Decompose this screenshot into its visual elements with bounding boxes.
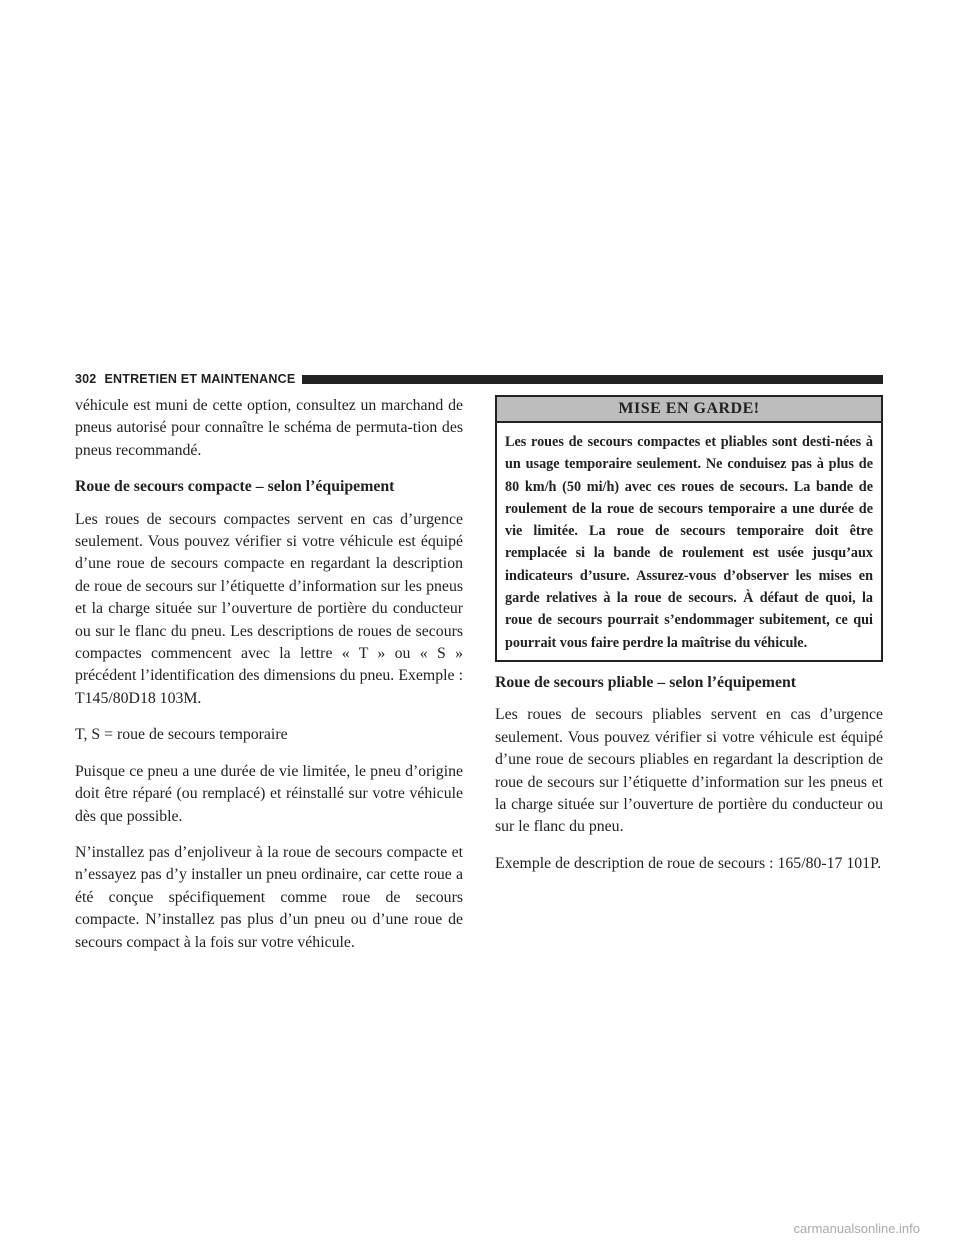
header-rule	[302, 375, 883, 384]
right-column	[495, 395, 883, 889]
paragraph-rotation: véhicule est muni de cette option, consultez un marchand de pneus autorisé pour connaître le schéma de permuta-tion des pneus recommandé.	[75, 397, 463, 459]
page-header	[75, 371, 883, 387]
page-number: 302	[75, 372, 97, 386]
warning-title: MISE EN GARDE!	[497, 397, 881, 423]
paragraph-limited-life: Puisque ce pneu a une durée de vie limitée, le pneu d’origine doit être réparé (ou remplacé) et réinstallé sur votre véhicule dès que possible.	[75, 762, 463, 825]
heading-collapsible-spare: Roue de secours pliable – selon l’équipement	[495, 673, 797, 691]
paragraph-temporary-def: T, S = roue de secours temporaire	[75, 726, 288, 744]
paragraph-collapsible-spare: Les roues de secours pliables servent en cas d’urgence seulement. Vous pouvez vérifier si votre véhicule est équipé d’une roue de secours pliables en regardant la description de roue de secours sur l’étiquette d’information sur les pneus et la charge située sur l’ouverture de portière du conducteur ou sur le flanc du pneu.	[495, 706, 883, 836]
paragraph-no-hubcap: N’installez pas d’enjoliveur à la roue de secours compacte et n’essayez pas d’y installer un pneu ordinaire, car cette roue a été conçue spécifiquement comme roue de secours compacte. N’installez pas plus d’un pneu ou d’une roue de secours compact à la fois sur votre véhicule.	[75, 843, 463, 951]
warning-box	[495, 395, 883, 662]
paragraph-compact-spare: Les roues de secours compactes servent en cas d’urgence seulement. Vous pouvez vérifier si votre véhicule est équipé d’une roue de secours compacte en regardant la description de roue de secours sur l’étiquette d’information sur les pneus et la charge située sur l’ouverture de portière du conducteur ou sur le flanc du pneu. Les descriptions de roues de secours compactes commencent avec la lettre « T » ou « S » précédent l’identification des dimensions du pneu. Exemple : T145/80D18 103M.	[75, 510, 463, 707]
section-title: ENTRETIEN ET MAINTENANCE	[104, 372, 296, 386]
heading-compact-spare: Roue de secours compacte – selon l’équipement	[75, 478, 395, 496]
watermark: carmanualsonline.info	[793, 1221, 920, 1236]
left-column	[75, 395, 463, 968]
paragraph-spare-example: Exemple de description de roue de secours : 165/80-17 101P.	[495, 854, 882, 872]
warning-text: Les roues de secours compactes et pliables sont desti-nées à un usage temporaire seulement. Ne conduisez pas à plus de 80 km/h (50 mi/h) avec ces roues de secours. La bande de roulement de la roue de secours temporaire a une durée de vie limitée. La roue de secours temporaire doit être remplacée si la bande de roulement est usée jusqu’aux indicateurs d’usure. Assurez-vous d’observer les mises en garde relatives à la roue de secours. À défaut de quoi, la roue de secours pourrait s’endommager subitement, ce qui pourrait vous faire perdre la maîtrise du véhicule.	[505, 434, 873, 651]
